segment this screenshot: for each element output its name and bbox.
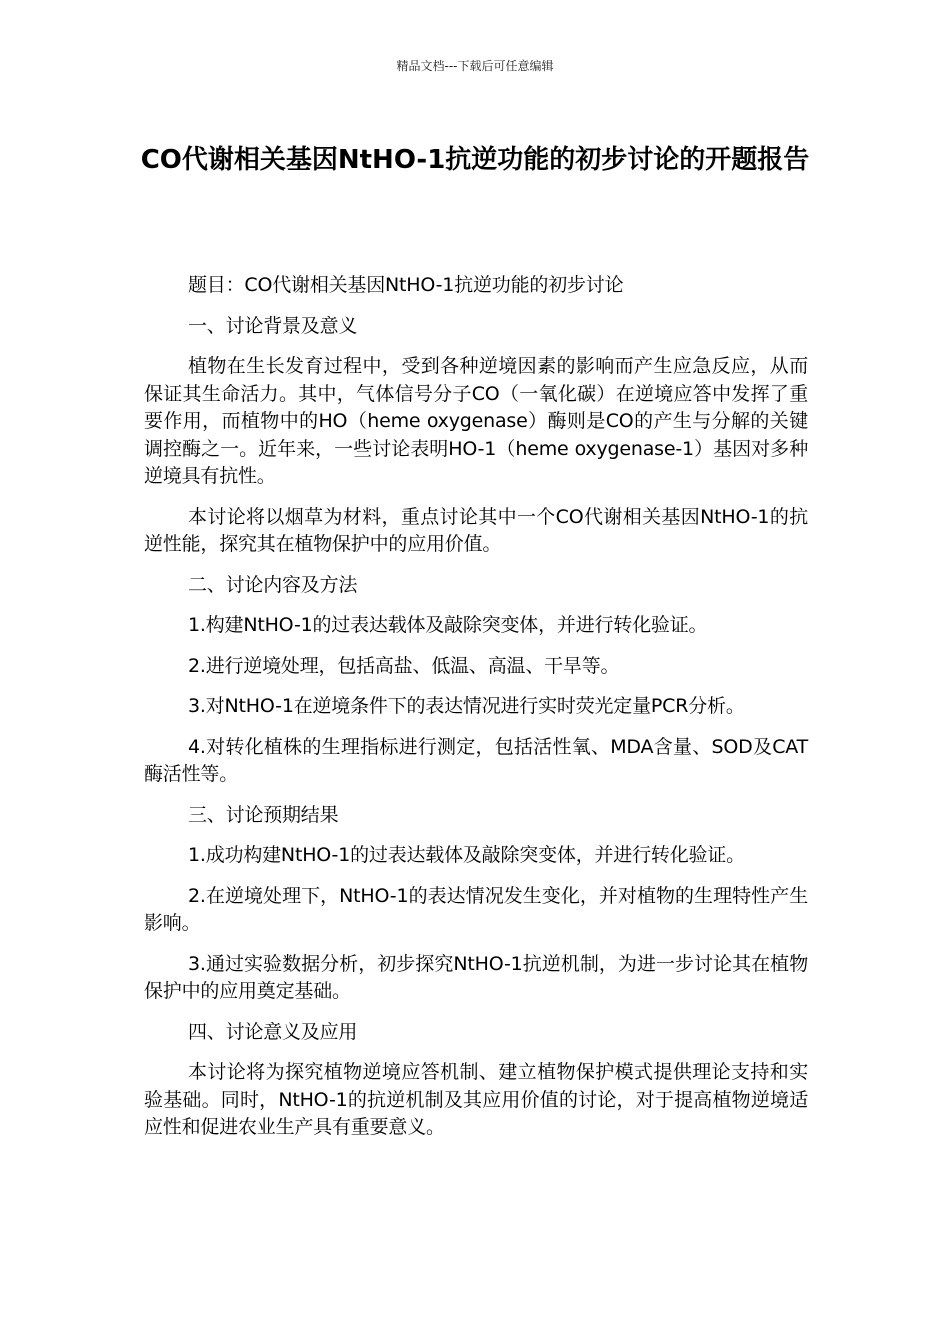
- method-item: 3.对NtHO-1在逆境条件下的表达情况进行实时荧光定量PCR分析。: [188, 695, 745, 717]
- result-item: 2.在逆境处理下，NtHO-1的表达情况发生变化，并对植物的生理特性产生影响。: [144, 884, 808, 934]
- paragraph-study-aim: 本讨论将以烟草为材料，重点讨论其中一个CO代谢相关基因NtHO-1的抗逆性能，探究其在植物保护中的应用价值。: [144, 505, 808, 555]
- method-item: 1.构建NtHO-1的过表达载体及敲除突变体，并进行转化验证。: [188, 614, 708, 636]
- method-item: 4.对转化植株的生理指标进行测定，包括活性氧、MDA含量、SOD及CAT酶活性等。: [144, 735, 808, 785]
- document-body: [144, 272, 808, 1155]
- paragraph-background: 植物在生长发育过程中，受到各种逆境因素的影响而产生应急反应，从而保证其生命活力。其中，气体信号分子CO（一氧化碳）在逆境应答中发挥了重要作用，而植物中的HO（heme oxygenase）酶则是CO的产生与分解的关键调控酶之一。近年来，一些讨论表明HO-1（heme oxygenase-1）基因对多种逆境具有抗性。: [144, 355, 808, 487]
- section-heading-background: 一、讨论背景及意义: [188, 314, 358, 337]
- document-title: CO代谢相关基因NtHO-1抗逆功能的初步讨论的开题报告: [140, 145, 810, 175]
- section-heading-methods: 二、讨论内容及方法: [188, 573, 358, 596]
- section-heading-significance: 四、讨论意义及应用: [188, 1020, 358, 1043]
- header-note: 精品文档---下载后可任意编辑: [396, 59, 554, 73]
- paragraph-significance: 本讨论将为探究植物逆境应答机制、建立植物保护模式提供理论支持和实验基础。同时，NtHO-1的抗逆机制及其应用价值的讨论，对于提高植物逆境适应性和促进农业生产具有重要意义。: [144, 1061, 808, 1138]
- method-item: 2.进行逆境处理，包括高盐、低温、高温、干旱等。: [188, 654, 620, 677]
- result-item: 1.成功构建NtHO-1的过表达载体及敲除突变体，并进行转化验证。: [188, 844, 745, 866]
- result-item: 3.通过实验数据分析，初步探究NtHO-1抗逆机制，为进一步讨论其在植物保护中的应用奠定基础。: [144, 952, 808, 1002]
- paragraph-topic: 题目：CO代谢相关基因NtHO-1抗逆功能的初步讨论: [188, 274, 624, 296]
- section-heading-expected-results: 三、讨论预期结果: [188, 803, 339, 826]
